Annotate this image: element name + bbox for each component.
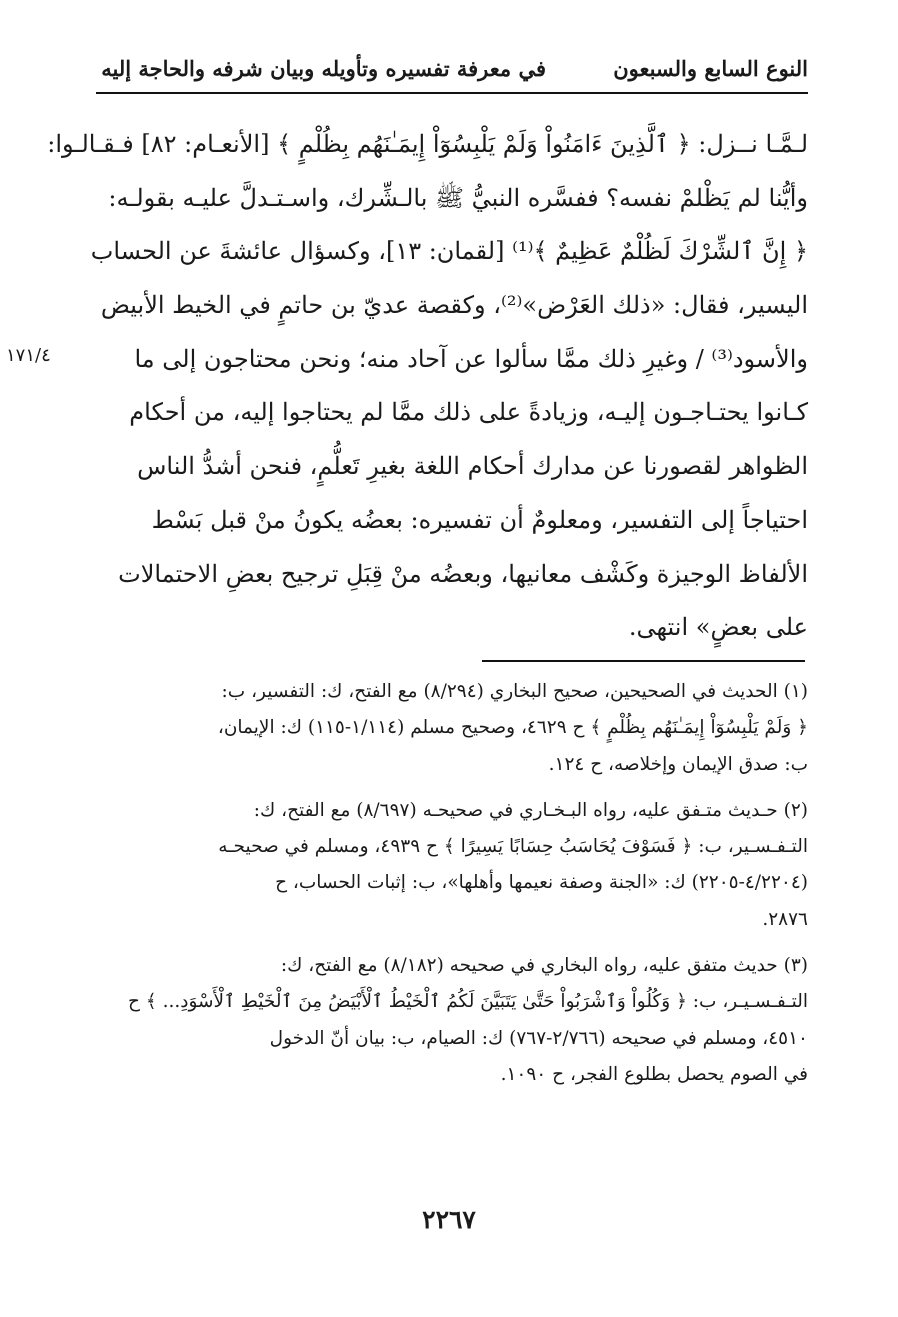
- header-divider: [96, 92, 808, 94]
- text-line: احتياجاً إلى التفسير، ومعلومٌ أن تفسيره: بعضُه يكونُ منْ قبل بَسْط: [151, 505, 808, 534]
- footnote-line: (١) الحديث في الصحيحين، صحيح البخاري (٨/٢٩٤) مع الفتح، ك: التفسير، ب:: [221, 681, 808, 702]
- page-number: ٢٢٦٧: [422, 1205, 476, 1234]
- footnote-line: ب: صدق الإيمان وإخلاصه، ح ١٢٤.: [548, 753, 808, 775]
- footnote-divider: [482, 660, 805, 662]
- footnote-line: التـفـسـيـر، ب: ﴿ وَكُلُواْ وَٱشْرَبُواْ حَتَّىٰ يَتَبَيَّنَ لَكُمُ ٱلْخَيْطُ ٱلْأَبْيَضُ مِنَ ٱلْخَيْطِ ٱلْأَسْوَدِ... ﴾ ح: [128, 991, 808, 1013]
- footnote-line: التـفـسـير، ب: ﴿ فَسَوْفَ يُحَاسَبُ حِسَابًا يَسِيرًا ﴾ ح ٤٩٣٩، ومسلم في صحيحـه: [218, 836, 808, 858]
- footnote-line: (٣) حديث متفق عليه، رواه البخاري في صحيحه (٨/١٨٢) مع الفتح، ك:: [280, 955, 808, 977]
- margin-reference: ١٧١/٤: [6, 345, 51, 366]
- running-header: [96, 50, 808, 90]
- text-line: الظواهر لقصورنا عن مدارك أحكام اللغة بغيرِ تَعلُّمٍ، فنحن أشدُّ الناس: [137, 452, 808, 481]
- footnotes: [98, 674, 808, 1103]
- footnote-1: [98, 674, 808, 783]
- footnote-line: ٢٨٧٦.: [762, 908, 808, 930]
- text-line: الألفاظ الوجيزة وكَشْف معانيها، وبعضُه منْ قِبَلِ ترجيح بعضِ الاحتمالات: [118, 559, 808, 588]
- main-text: [47, 118, 808, 655]
- text-line: لـمَّـا نــزل: ﴿ ٱلَّذِينَ ءَامَنُواْ وَلَمْ يَلْبِسُوٓاْ إِيمَـٰنَهُم بِظُلْمٍ ﴾ [الأنعـام: ٨٢] فـقـالـوا:: [47, 130, 808, 158]
- footnote-line: ٤٥١٠، ومسلم في صحيحه (٢/٧٦٦-٧٦٧) ك: الصيام، ب: بيان أنّ الدخول: [269, 1027, 808, 1049]
- text-line: اليسير، فقال: «ذلك العَرْض»⁽²⁾، وكقصة عديّ بن حاتمٍ في الخيط الأبيض: [100, 291, 808, 320]
- text-line: وأيُّنا لم يَظْلمْ نفسه؟ ففسَّره النبيُّ ﷺ بالـشِّرك، واسـتـدلَّ عليـه بقولـه:: [108, 183, 808, 212]
- footnote-line: في الصوم يحصل بطلوع الفجر، ح ١٠٩٠.: [500, 1063, 808, 1085]
- text-line: والأسود⁽³⁾ / وغيرِ ذلك ممَّا سألوا عن آحاد منه؛ ونحن محتاجون إلى ما: [134, 344, 808, 373]
- footnote-3: [98, 948, 808, 1093]
- section-title: في معرفة تفسيره وتأويله وبيان شرفه والحاجة إليه: [101, 56, 546, 81]
- chapter-title: النوع السابع والسبعون: [613, 56, 808, 81]
- footnote-line: (٢) حـديث متـفق عليه، رواه البـخـاري في صحيحـه (٨/٦٩٧) مع الفتح، ك:: [253, 799, 808, 821]
- text-line: ﴿ إِنَّ ٱلشِّرْكَ لَظُلْمٌ عَظِيمٌ ﴾⁽¹⁾ [لقمان: ١٣]، وكسؤال عائشةَ عن الحساب: [90, 237, 808, 266]
- footnote-2: [98, 793, 808, 938]
- text-line: كـانوا يحتـاجـون إليـه، وزيادةً على ذلك ممَّا لم يحتاجوا إليه، من أحكام: [129, 398, 808, 427]
- footnote-line: ﴿ وَلَمْ يَلْبِسُوٓاْ إِيمَـٰنَهُم بِظُلْمٍ ﴾ ح ٤٦٢٩، وصحيح مسلم (١/١١٤-١١٥) ك: الإيمان،: [217, 717, 808, 739]
- text-line: على بعضٍ» انتهى.: [628, 613, 808, 642]
- footnote-line: (٤/٢٢٠٤-٢٢٠٥) ك: «الجنة وصفة نعيمها وأهلها»، ب: إثبات الحساب، ح: [275, 872, 808, 894]
